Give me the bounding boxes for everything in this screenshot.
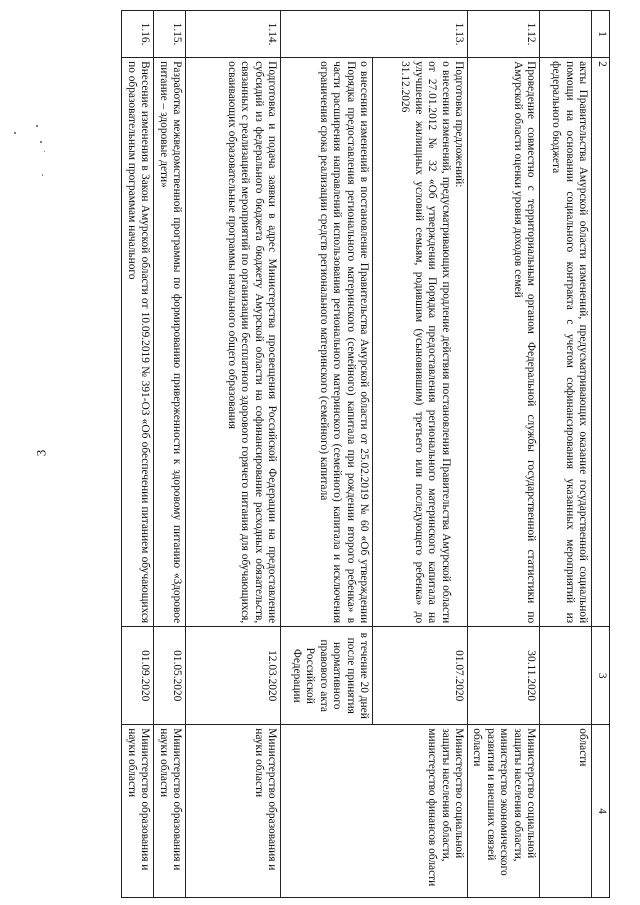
col-header-2: 2 <box>592 58 610 627</box>
scan-speck <box>14 132 16 134</box>
deadline: в течение 20 дней после принятия нормативного правового акта Российской Федерации <box>280 627 372 725</box>
responsible: области <box>540 725 592 898</box>
measure-text: Подготовка и подача заявки в адрес Министерства просвещения Российской Федерации на предоставление субсидий из федерального бюджета бюджету Амурской области на софинансирование расходных обязательств, связанных с реализацией мероприятий по организации бесплатного здорового горячего питания для обучающихся, осваивающих образовательные программы начального общего образования <box>185 58 280 627</box>
page-number: 3 <box>33 449 49 457</box>
responsible: Министерство социальной защиты населения области, министерство финансов области <box>280 725 467 898</box>
table-row <box>467 11 539 898</box>
measure-text: Разработка межведомственной программы по формированию приверженности к здоровому питанию «Здоровое питание – здоровые дети» <box>154 58 186 627</box>
table-row <box>372 11 467 898</box>
scan-speck <box>36 125 38 127</box>
table-row <box>540 11 592 898</box>
measure-text: акты Правительства Амурской области изменений, предусматривающих оказание государственной социальной помощи на основании социального контракта с учетом софинансирования указанных мероприятий из федерального бюджета <box>540 58 592 627</box>
deadline: 01.07.2020 <box>372 627 467 725</box>
measure-text: Внесение изменения в Закон Амурской области от 10.09.2019 № 391-ОЗ «Об обеспечении питанием обучающихся по образовательным программам начального <box>122 58 154 627</box>
measure-subitem: о внесении изменений в постановление Правительства Амурской области от 25.02.2019 № 60 «Об утверждении Порядка предоставления регионального материнского (семейного) капитала при рождении второго ребенка» в части расширения направлений использования регионального материнского (семейного) капитала и исключения ограничения срока реализации средств регионального материнского (семейного) капитала <box>280 58 372 627</box>
col-header-3: 3 <box>592 627 610 725</box>
table-row <box>122 11 154 898</box>
measure-intro: Подготовка предложений: <box>452 61 465 188</box>
table-row <box>154 11 186 898</box>
measure-text <box>372 58 467 627</box>
deadline <box>540 627 592 725</box>
deadline: 30.11.2020 <box>467 627 539 725</box>
row-number: 1.13. <box>280 11 467 58</box>
scan-speck <box>42 174 43 176</box>
table-row <box>185 11 280 898</box>
measure-text: Проведение совместно с территориальным органом Федеральной службы государственной статистики по Амурской области оценки уровня доходов семей <box>467 58 539 627</box>
responsible: Министерство образования и науки области <box>185 725 280 898</box>
deadline: 12.03.2020 <box>185 627 280 725</box>
responsible: Министерство социальной защиты населения области, министерство экономического развития и внешних связей области <box>467 725 539 898</box>
row-number <box>540 11 592 58</box>
responsible: Министерство образования и науки области <box>154 725 186 898</box>
row-number: 1.16. <box>122 11 154 58</box>
deadline: 01.09.2020 <box>122 627 154 725</box>
deadline: 01.05.2020 <box>154 627 186 725</box>
row-number: 1.14. <box>185 11 280 58</box>
col-header-4: 4 <box>592 725 610 898</box>
scan-speck <box>40 141 42 143</box>
col-header-1: 1 <box>592 11 610 58</box>
header-row <box>592 11 610 898</box>
row-number: 1.12. <box>467 11 539 58</box>
responsible: Министерство образования и науки области <box>122 725 154 898</box>
rotated-document <box>90 10 610 898</box>
scan-speck <box>44 151 45 152</box>
row-number: 1.15. <box>154 11 186 58</box>
measures-table <box>121 10 610 898</box>
measure-subitem: о внесении изменений, предусматривающих продление действия постановления Правительства Амурской области от 27.01.2012 № 32 «Об утверждении Порядка предоставления регионального материнского капитала на улучшение жилищных условий семьям, родившим (усыновившим) третьего или последующего ребенка» до 31.12.2026 <box>399 61 452 624</box>
